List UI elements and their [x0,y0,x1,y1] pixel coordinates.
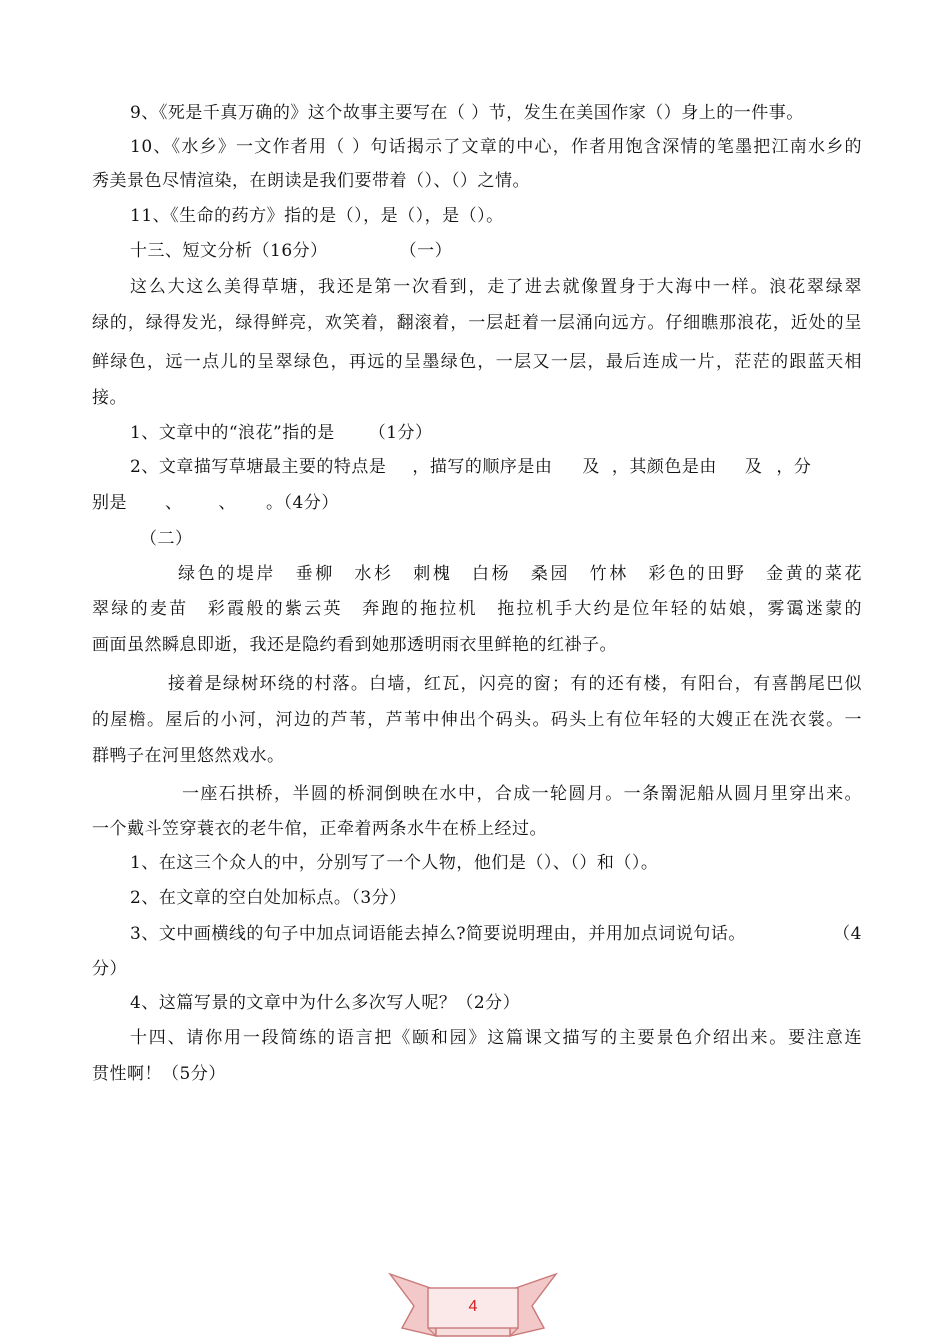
passage-2-line: 接着是绿树环绕的村落。白墙，红瓦，闪亮的窗；有的还有楼，有阳台，有喜鹊尾巴似 [168,674,862,694]
question-9: 9、《死是千真万确的》这个故事主要写在（ ）节，发生在美国作家（）身上的一件事。 [130,103,804,123]
passage-1-line: 接。 [92,388,127,408]
passage-2-line: 的屋檐。屋后的小河，河边的芦苇，芦苇中伸出个码头。码头上有位年轻的大嫂正在洗衣裳。一 [92,710,862,730]
q2-text-c: 及 [582,457,600,477]
q2-cont-b: 、 [165,493,183,513]
q3-text: 3、文中画横线的句子中加点词语能去掉么?简要说明理由，并用加点词说句话。 [130,924,746,944]
passage-2-line: 画面虽然瞬息即逝，我还是隐约看到她那透明雨衣里鲜艳的红褂子。 [92,635,617,655]
page-number: 4 [468,1298,478,1315]
passage-2-q2: 2、在文章的空白处加标点。（3分） [130,888,407,908]
page-number-ribbon [388,1266,558,1344]
q2-text-e: 及 [744,457,763,477]
passage-2-line: 绿色的堤岸 垂柳 水杉 刺槐 白杨 桑园 竹林 彩色的田野 金黄的菜花 [178,564,862,584]
passage-2-line: 翠绿的麦苗 彩霞般的紫云英 奔跑的拖拉机 拖拉机手大约是位年轻的姑娘，雾霭迷蒙的 [92,599,862,619]
q2-cont-c: 、 [218,493,236,513]
q2-cont-d: 。（4分） [266,493,339,513]
q2-text-f: ，分 [776,457,812,477]
question-10: 10、《水乡》一文作者用（ ）句话揭示了文章的中心，作者用饱含深情的笔墨把江南水乡的 [130,137,862,157]
passage-1-q1 [130,416,862,450]
q2-text-b: ，描写的顺序是由 [412,457,553,477]
section-13-heading [130,234,862,268]
q3-score: （4 [833,924,862,944]
q2-text-d: ，其颜色是由 [611,457,717,477]
passage-2-q4: 4、这篇写景的文章中为什么多次写人呢？（2分） [130,993,521,1013]
passage-2-q3 [130,917,862,951]
passage-1-q2 [130,450,862,484]
section-14-cont: 贯性啊！（5分） [92,1064,226,1084]
passage-1-q2-cont [92,486,862,520]
passage-2-line: 群鸭子在河里悠然戏水。 [92,746,285,766]
passage-1-line: 绿的，绿得发光，绿得鲜亮，欢笑着，翻滚着，一层赶着一层涌向远方。仔细瞧那浪花，近处的呈 [92,313,862,333]
passage-2-label: （二） [140,529,193,549]
passage-2-q3-cont: 分） [92,959,127,979]
question-11: 11、《生命的药方》指的是（），是（），是（）。 [130,206,504,226]
passage-2-q1: 1、在这三个众人的中，分别写了一个人物，他们是（）、（）和（）。 [130,853,659,873]
q2-text-a: 2、文章描写草塘最主要的特点是 [130,457,387,477]
q2-cont-a: 别是 [92,493,127,513]
question-10-cont: 秀美景色尽情渲染，在朗读是我们要带着（）、（）之情。 [92,171,530,191]
section-14: 十四、请你用一段简练的语言把《颐和园》这篇课文描写的主要景色介绍出来。要注意连 [130,1028,862,1048]
passage-1-line: 鲜绿色，远一点儿的呈翠绿色，再远的呈墨绿色，一层又一层，最后连成一片，茫茫的跟蓝天相 [92,352,862,372]
section-13-title: 十三、短文分析（16分） [130,241,328,261]
passage-1-label: （一） [399,241,453,261]
passage-1-line: 这么大这么美得草塘，我还是第一次看到，走了进去就像置身于大海中一样。浪花翠绿翠 [130,277,862,297]
passage-2-line: 一座石拱桥，半圆的桥洞倒映在水中，合成一轮圆月。一条罱泥船从圆月里穿出来。 [182,784,862,804]
q1-text: 1、文章中的“浪花”指的是 [130,423,335,443]
passage-2-line: 一个戴斗笠穿蓑衣的老牛倌，正牵着两条水牛在桥上经过。 [92,819,547,839]
q1-score: （1分） [368,423,433,443]
